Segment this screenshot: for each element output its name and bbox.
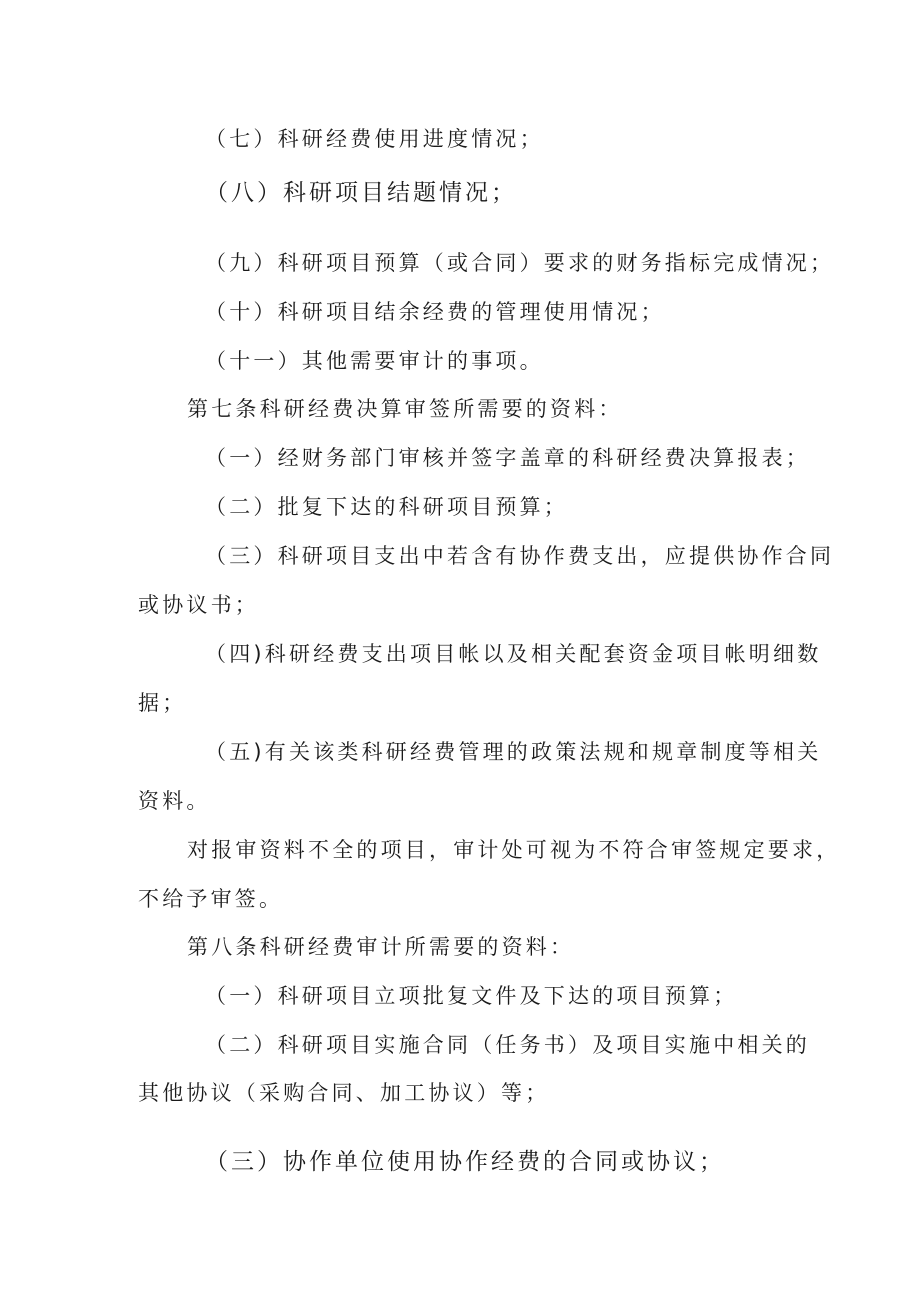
article-seven-item-five: （五)有关该类科研经费管理的政策法规和规章制度等相关 <box>205 740 822 764</box>
item-ten: （十）科研项目结余经费的管理使用情况； <box>205 300 665 324</box>
article-seven-item-two: （二）批复下达的科研项目预算； <box>205 495 568 519</box>
item-seven: （七）科研经费使用进度情况； <box>205 127 544 151</box>
article-eight-item-one: （一）科研项目立项批复文件及下达的项目预算； <box>205 984 738 1008</box>
item-eight: （八）科研项目结题情况； <box>205 180 517 206</box>
incomplete-materials-note-cont: 不给予审签。 <box>138 887 284 911</box>
article-eight-item-two-cont: 其他协议（采购合同、加工协议）等； <box>138 1081 550 1105</box>
article-seven-heading: 第七条科研经费决算审签所需要的资料： <box>187 397 623 421</box>
article-seven-item-four: （四)科研经费支出项目帐以及相关配套资金项目帐明细数 <box>205 642 822 666</box>
article-eight-item-three: （三）协作单位使用协作经费的合同或协议； <box>205 1149 725 1175</box>
article-eight-item-two: （二）科研项目实施合同（任务书）及项目实施中相关的 <box>205 1033 810 1057</box>
item-eleven: （十一）其他需要审计的事项。 <box>205 349 544 373</box>
incomplete-materials-note: 对报审资料不全的项目，审计处可视为不符合审签规定要求， <box>187 838 841 862</box>
article-seven-item-three: （三）科研项目支出中若含有协作费支出，应提供协作合同 <box>205 544 835 568</box>
article-seven-item-three-cont: 或协议书； <box>138 593 259 617</box>
item-nine: （九）科研项目预算（或合同）要求的财务指标完成情况； <box>205 251 835 275</box>
article-seven-item-four-cont: 据； <box>138 691 187 715</box>
article-eight-heading: 第八条科研经费审计所需要的资料： <box>187 935 575 959</box>
article-seven-item-five-cont: 资料。 <box>138 789 211 813</box>
article-seven-item-one: （一）经财务部门审核并签字盖章的科研经费决算报表； <box>205 446 810 470</box>
